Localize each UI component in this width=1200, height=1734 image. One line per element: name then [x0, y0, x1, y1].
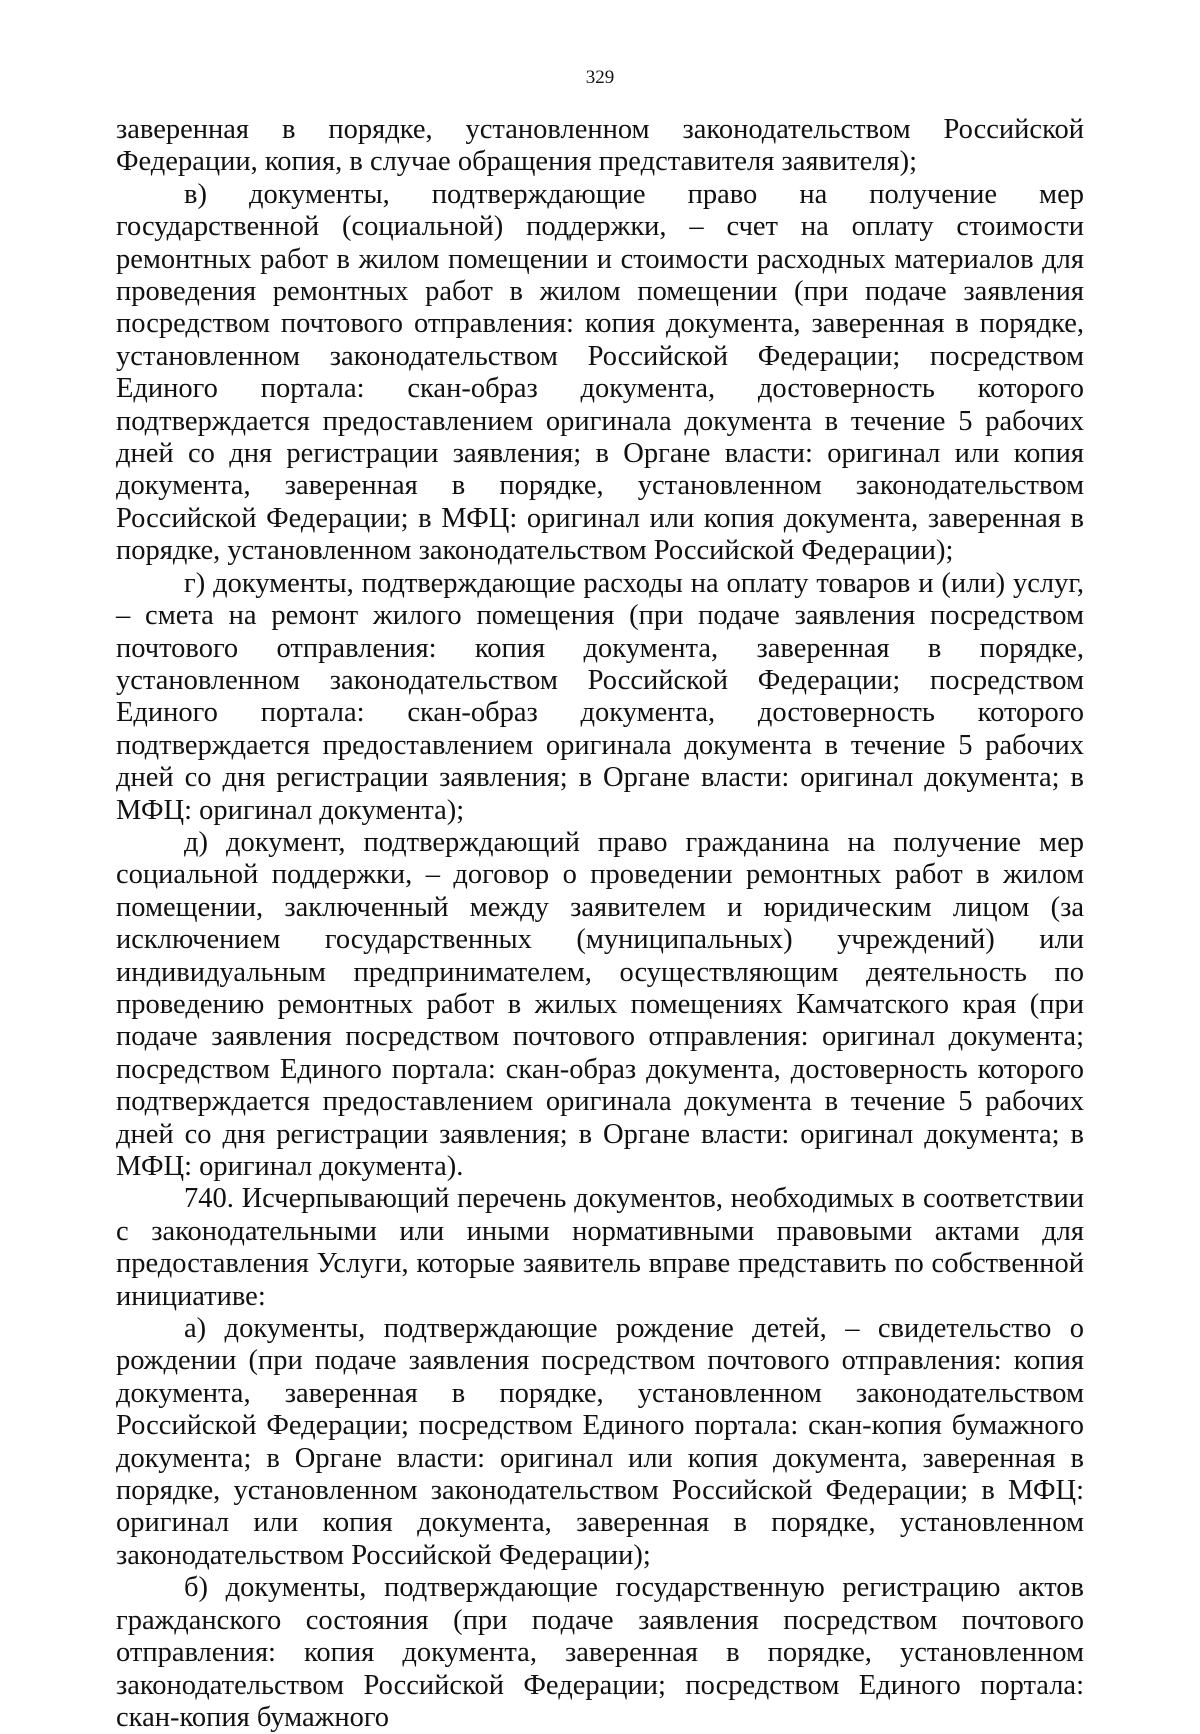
paragraph-item-v: в) документы, подтверждающие право на получение мер государственной (социальной) поддержки, – счет на оплату стоимости ремонтных работ в жилом помещении и стоимости расходных материалов для проведения ремонтных работ в жилом помещении (при подаче заявления посредством почтового отправления: копия документа, заверенная в порядке, установленном законодательством Российской Федерации; посредством Единого портала: скан-образ документа, достоверность которого подтверждается предоставлением оригинала документа в течение 5 рабочих дней со дня регистрации заявления; в Органе власти: оригинал или копия документа, заверенная в порядке, установленном законодательством Российской Федерации; в МФЦ: оригинал или копия документа, заверенная в порядке, установленном законодательством Российской Федерации); [116, 178, 1084, 567]
document-body [116, 114, 1084, 1734]
paragraph-continuation: заверенная в порядке, установленном законодательством Российской Федерации, копия, в случае обращения представителя заявителя); [116, 114, 1084, 178]
paragraph-item-d: д) документ, подтверждающий право гражданина на получение мер социальной поддержки, – договор о проведении ремонтных работ в жилом помещении, заключенный между заявителем и юридическим лицом (за исключением государственных (муниципальных) учреждений) или индивидуальным предпринимателем, осуществляющим деятельность по проведению ремонтных работ в жилых помещениях Камчатского края (при подаче заявления посредством почтового отправления: оригинал документа; посредством Единого портала: скан-образ документа, достоверность которого подтверждается предоставлением оригинала документа в течение 5 рабочих дней со дня регистрации заявления; в Органе власти: оригинал документа; в МФЦ: оригинал документа). [116, 826, 1084, 1182]
paragraph-item-b: б) документы, подтверждающие государственную регистрацию актов гражданского состояния (при подаче заявления посредством почтового отправления: копия документа, заверенная в порядке, установленном законодательством Российской Федерации; посредством Единого портала: скан-копия бумажного [116, 1572, 1084, 1733]
paragraph-clause-740: 740. Исчерпывающий перечень документов, необходимых в соответствии с законодательными или иными нормативными правовыми актами для предоставления Услуги, которые заявитель вправе представить по собственной инициативе: [116, 1183, 1084, 1312]
page-number: 329 [585, 67, 615, 88]
paragraph-item-g: г) документы, подтверждающие расходы на оплату товаров и (или) услуг, – смета на ремонт жилого помещения (при подаче заявления посредством почтового отправления: копия документа, заверенная в порядке, установленном законодательством Российской Федерации; посредством Единого портала: скан-образ документа, достоверность которого подтверждается предоставлением оригинала документа в течение 5 рабочих дней со дня регистрации заявления; в Органе власти: оригинал документа; в МФЦ: оригинал документа); [116, 567, 1084, 826]
paragraph-item-a: а) документы, подтверждающие рождение детей, – свидетельство о рождении (при подаче заявления посредством почтового отправления: копия документа, заверенная в порядке, установленном законодательством Российской Федерации; посредством Единого портала: скан-копия бумажного документа; в Органе власти: оригинал или копия документа, заверенная в порядке, установленном законодательством Российской Федерации; в МФЦ: оригинал или копия документа, заверенная в порядке, установленном законодательством Российской Федерации); [116, 1313, 1084, 1571]
